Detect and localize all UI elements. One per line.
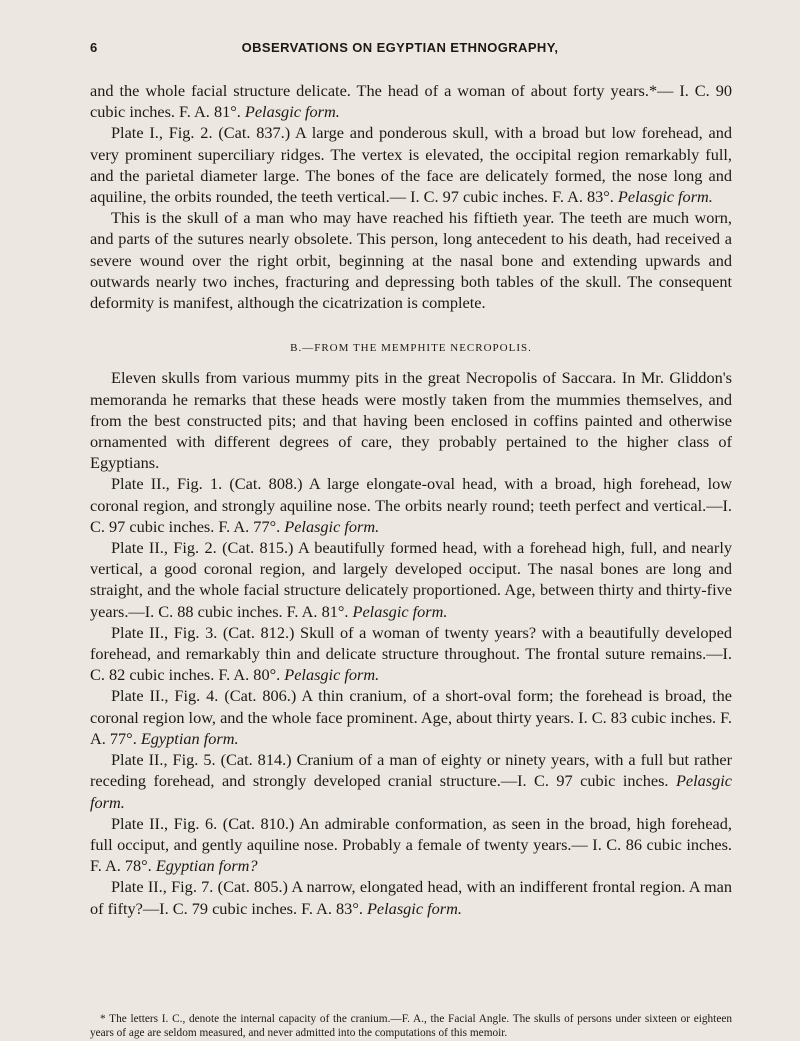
paragraph-form-label: Egyptian form? — [155, 856, 258, 876]
paragraph-text: Plate II., Fig. 4. (Cat. 806.) A thin cranium, of a short-oval form; the forehead is broad, the coronal region low, and the whole face prominent. Age, about thirty years. I. C. 83 cubic inches. F. A. 77°. — [90, 686, 732, 748]
page-number: 6 — [90, 40, 98, 55]
footnote: * The letters I. C., denote the internal capacity of the cranium.—F. A., the Facial Angle. The skulls of persons under sixteen or eighteen years of age are seldom measured, and never admitted into the computations of this memoir. — [90, 1013, 732, 1039]
paragraph-form-label: Pelasgic form. — [244, 102, 340, 122]
paragraph-form-label: Pelasgic form. — [90, 771, 732, 812]
paragraph-text: Plate II., Fig. 2. (Cat. 815.) A beautifully formed head, with a forehead high, full, and nearly vertical, a good coronal region, and largely developed occiput. The nasal bones are long and straight, and the whole facial structure delicately proportioned. Age, between thirty and thirty-five years.—I. C. 88 cubic inches. F. A. 81°. — [90, 538, 732, 621]
paragraph-text: Plate I., Fig. 2. (Cat. 837.) A large and ponderous skull, with a broad but low forehead, and very prominent superciliary ridges. The vertex is elevated, the occipital region remarkably full, and the parietal diameter large. The bones of the face are delicately formed, the nose long and aquiline, the orbits rounded, the teeth vertical.— I. C. 97 cubic inches. F. A. 83°. — [90, 123, 732, 207]
paragraph-form-label: Pelasgic form. — [284, 516, 380, 536]
paragraph — [90, 473, 732, 537]
paragraph-form-label: Pelasgic form. — [617, 187, 713, 207]
section-heading: B.—FROM THE MEMPHITE NECROPOLIS. — [290, 342, 532, 355]
paragraph-text: Plate II., Fig. 3. (Cat. 812.) Skull of a woman of twenty years? with a beautifully developed forehead, and remarkably thin and delicate structure throughout. The frontal suture remains.—I. C. 82 cubic inches. F. A. 80°. — [90, 622, 732, 685]
paragraph — [90, 367, 732, 473]
paragraph — [90, 122, 732, 207]
paragraph-text: and the whole facial structure delicate. The head of a woman of about forty years.*— I. C. 90 cubic inches. F. A. 81°. — [90, 81, 732, 122]
paragraph — [90, 80, 732, 122]
paragraph — [90, 813, 732, 877]
paragraph-text: Plate II., Fig. 5. (Cat. 814.) Cranium of a man of eighty or ninety years, with a full but rather receding forehead, and strongly developed cranial structure.—I. C. 97 cubic inches. — [90, 750, 732, 791]
paragraph-form-label: Egyptian form. — [140, 728, 239, 748]
paragraph-text: Eleven skulls from various mummy pits in the great Necropolis of Saccara. In Mr. Gliddon's memoranda he remarks that these heads were mostly taken from the mummies themselves, and from the best constructed pits; and that having been enclosed in coffins painted and otherwise ornamented with different degrees of care, they probably pertained to the higher class of Egyptians. — [90, 368, 732, 473]
body-text — [90, 80, 732, 919]
page-header — [90, 40, 710, 64]
paragraph — [90, 685, 732, 749]
paragraph-form-label: Pelasgic form. — [352, 601, 448, 621]
paragraph — [90, 537, 732, 622]
paragraph — [90, 207, 732, 313]
paragraphs-part-1 — [90, 80, 732, 313]
paragraph — [90, 622, 732, 686]
paragraph — [90, 749, 732, 813]
running-head: OBSERVATIONS ON EGYPTIAN ETHNOGRAPHY, — [241, 40, 559, 55]
paragraph-text: Plate II., Fig. 6. (Cat. 810.) An admirable conformation, as seen in the broad, high forehead, full occiput, and gently aquiline nose. Probably a female of twenty years.— I. C. 86 cubic inches. F. A. 78°. — [90, 813, 732, 876]
paragraphs-part-2 — [90, 367, 732, 918]
paragraph-text: This is the skull of a man who may have reached his fiftieth year. The teeth are much worn, and parts of the sutures nearly obsolete. This person, long antecedent to his death, had received a severe wound over the right orbit, beginning at the nasal bone and extending upwards and outwards nearly two inches, fracturing and depressing both tables of the skull. The consequent deformity is manifest, although the cicatrization is complete. — [90, 208, 732, 313]
paragraph — [90, 876, 732, 918]
paragraph-text: Plate II., Fig. 1. (Cat. 808.) A large elongate-oval head, with a broad, high forehead, low coronal region, and strongly aquiline nose. The orbits nearly round; teeth perfect and vertical.—I. C. 97 cubic inches. F. A. 77°. — [90, 474, 732, 536]
paragraph-form-label: Pelasgic form. — [366, 898, 462, 918]
paragraph-text: Plate II., Fig. 7. (Cat. 805.) A narrow, elongated head, with an indifferent frontal region. A man of fifty?—I. C. 79 cubic inches. F. A. 83°. — [90, 877, 732, 918]
paragraph-form-label: Pelasgic form. — [284, 665, 380, 685]
